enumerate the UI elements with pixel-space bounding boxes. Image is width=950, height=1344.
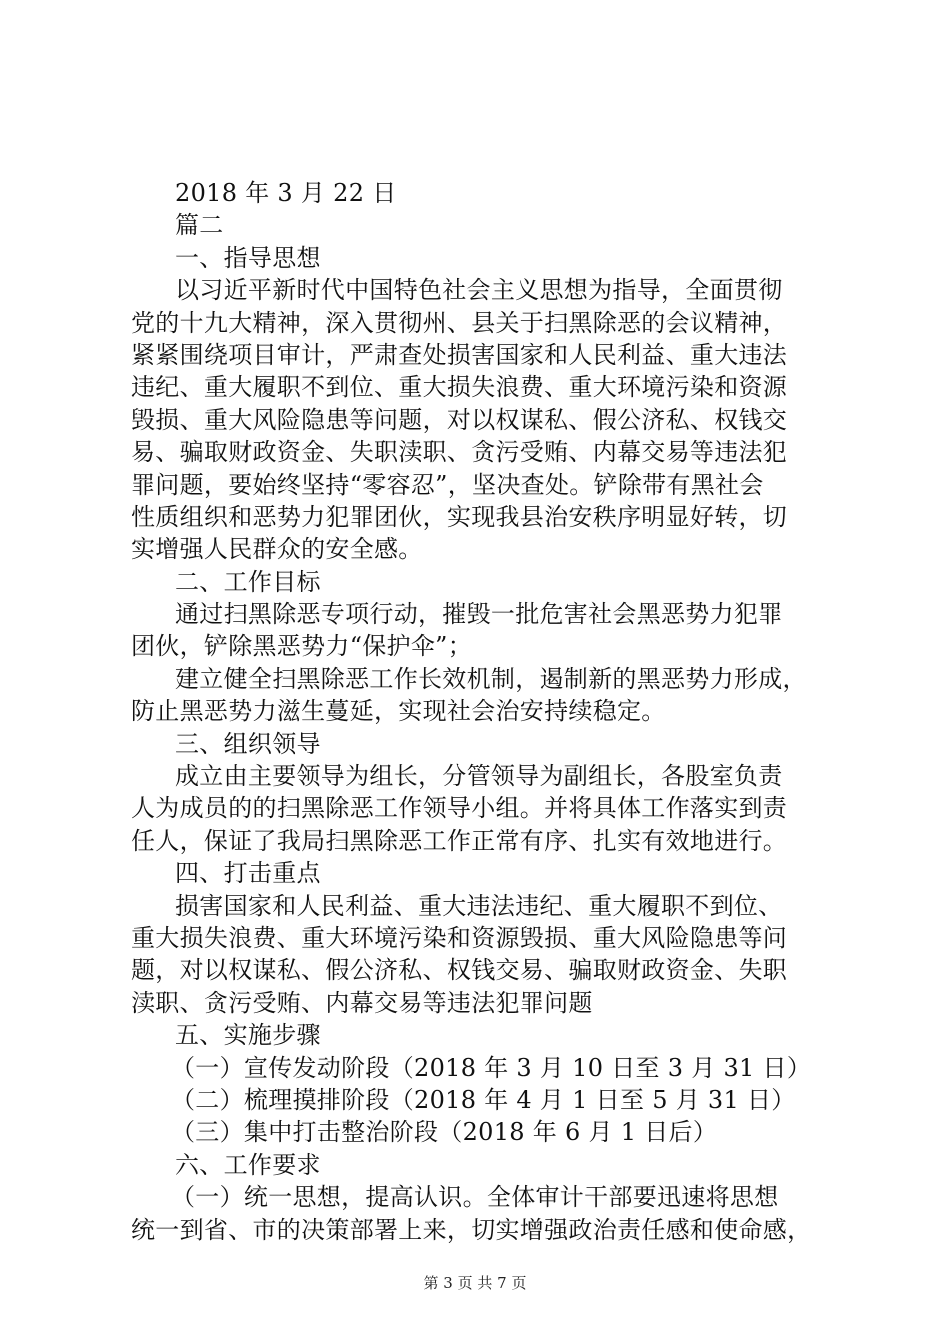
step-line: （二）梳理摸排阶段（2018 年 4 月 1 日至 5 月 31 日） [171, 1085, 796, 1114]
heading: 二、工作目标 [175, 567, 321, 596]
paragraph-line: （一）统一思想，提高认识。全体审计干部要迅速将思想 [171, 1183, 779, 1212]
heading: 三、组织领导 [175, 729, 321, 758]
paragraph-line: 易、骗取财政资金、失职渎职、贪污受贿、内幕交易等违法犯 [131, 438, 788, 467]
heading: 五、实施步骤 [175, 1021, 321, 1050]
paragraph-line: 建立健全扫黑除恶工作长效机制，遏制新的黑恶势力形成， [175, 664, 807, 693]
paragraph-line: 人为成员的的扫黑除恶工作领导小组。并将具体工作落实到责 [131, 794, 788, 823]
paragraph-line: 毁损、重大风险隐患等问题，对以权谋私、假公济私、权钱交 [131, 405, 788, 434]
paragraph-line: 重大损失浪费、重大环境污染和资源毁损、重大风险隐患等问 [131, 923, 788, 952]
step-line: （三）集中打击整治阶段（2018 年 6 月 1 日后） [171, 1118, 718, 1147]
section-title: 篇二 [175, 211, 224, 240]
paragraph-line: 通过扫黑除恶专项行动，摧毁一批危害社会黑恶势力犯罪 [175, 600, 783, 629]
paragraph-line: 紧紧围绕项目审计，严肃查处损害国家和人民利益、重大违法 [131, 340, 788, 369]
paragraph-line: 违纪、重大履职不到位、重大损失浪费、重大环境污染和资源 [131, 373, 788, 402]
paragraph-line: 成立由主要领导为组长，分管领导为副组长，各股室负责 [175, 762, 783, 791]
paragraph-line: 团伙，铲除黑恶势力“保护伞”； [131, 632, 473, 661]
heading: 四、打击重点 [175, 859, 321, 888]
document-body [131, 177, 831, 1246]
page-footer: 第 3 页 共 7 页 [423, 1274, 527, 1292]
paragraph-line: 罪问题，要始终坚持“零容忍”，坚决查处。铲除带有黑社会 [131, 470, 764, 499]
heading: 一、指导思想 [175, 243, 321, 272]
paragraph-line: 防止黑恶势力滋生蔓延，实现社会治安持续稳定。 [131, 697, 666, 726]
paragraph-line: 性质组织和恶势力犯罪团伙，实现我县治安秩序明显好转，切 [131, 502, 788, 531]
paragraph-line: 实增强人民群众的安全感。 [131, 535, 423, 564]
paragraph-line: 任人，保证了我局扫黑除恶工作正常有序、扎实有效地进行。 [131, 826, 788, 855]
paragraph-line: 以习近平新时代中国特色社会主义思想为指导，全面贯彻 [175, 276, 783, 305]
paragraph-line: 党的十九大精神，深入贯彻州、县关于扫黑除恶的会议精神， [131, 308, 788, 337]
date-line: 2018 年 3 月 22 日 [175, 179, 397, 207]
paragraph-line: 渎职、贪污受贿、内幕交易等违法犯罪问题 [131, 988, 593, 1017]
paragraph-line: 统一到省、市的决策部署上来，切实增强政治责任感和使命感， [131, 1215, 812, 1244]
heading: 六、工作要求 [175, 1150, 321, 1179]
step-line: （一）宣传发动阶段（2018 年 3 月 10 日至 3 月 31 日） [171, 1053, 812, 1082]
paragraph-line: 题，对以权谋私、假公济私、权钱交易、骗取财政资金、失职 [131, 956, 788, 985]
paragraph-line: 损害国家和人民利益、重大违法违纪、重大履职不到位、 [175, 891, 783, 920]
